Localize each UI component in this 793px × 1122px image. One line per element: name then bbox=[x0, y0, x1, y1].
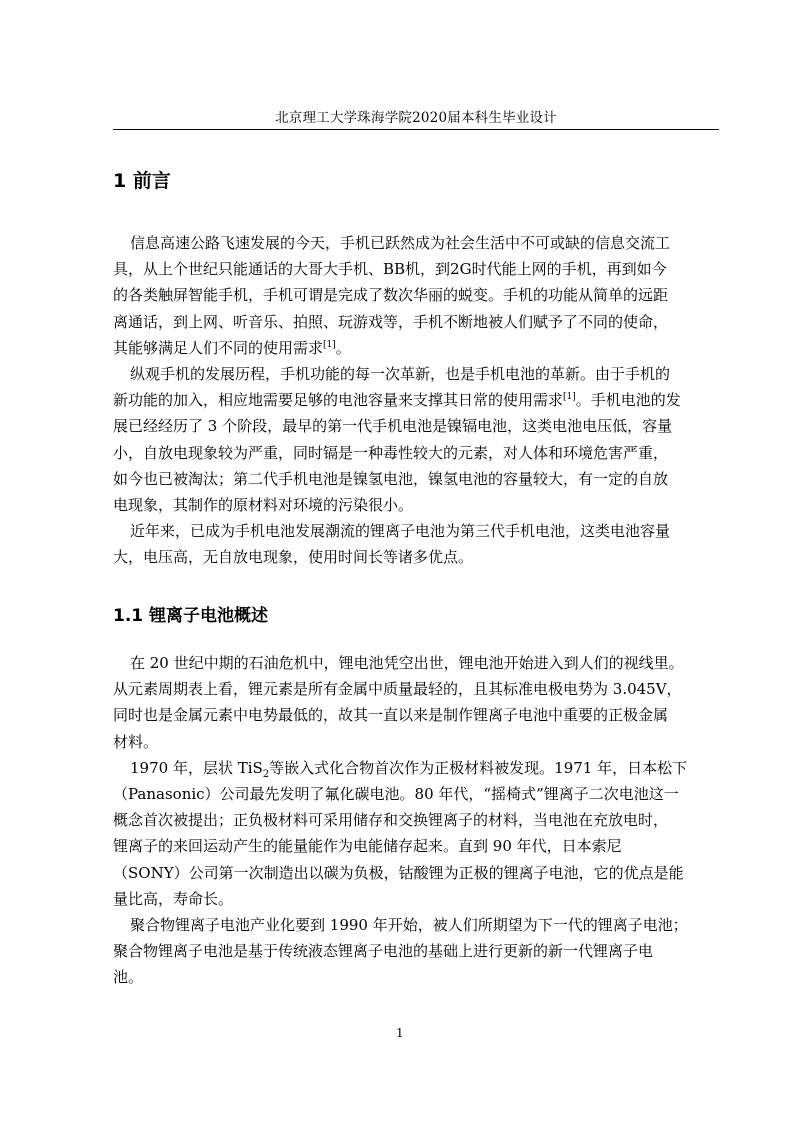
paragraph-line: 概念首次被提出；正负极材料可采用储存和交换锂离子的材料，当电池在充放电时， bbox=[113, 811, 669, 830]
citation-ref: [1] bbox=[323, 339, 336, 350]
text-run: 其能够满足人们不同的使用需求 bbox=[113, 338, 324, 357]
paragraph-line: 在 20 世纪中期的石油危机中，锂电池凭空出世，锂电池开始进入到人们的视线里。 bbox=[130, 654, 684, 672]
text-run: 。 bbox=[335, 338, 351, 357]
subscript: 2 bbox=[262, 768, 270, 780]
paragraph-line: 电现象，其制作的原材料对环境的污染很小。 bbox=[113, 496, 414, 515]
paragraph-line: 材料。 bbox=[113, 732, 159, 751]
paragraph-line: 信息高速公路飞速发展的今天，手机已跃然成为社会生活中不可或缺的信息交流工 bbox=[130, 234, 671, 252]
paragraph-line: 同时也是金属元素中电势最低的，故其一直以来是制作锂离子电池中重要的正极金属 bbox=[113, 706, 669, 725]
page-number: 1 bbox=[396, 1026, 404, 1040]
text-run: 。手机电池的发 bbox=[575, 391, 681, 410]
paragraph-line: 大，电压高，无自放电现象，使用时间长等诸多优点。 bbox=[113, 548, 474, 567]
paragraph-line: 聚合物锂离子电池产业化要到 1990 年开始，被人们所期望为下一代的锂离子电池； bbox=[130, 916, 688, 935]
paragraph-line bbox=[113, 335, 718, 361]
paragraph-line bbox=[113, 387, 718, 413]
text-run: 新功能的加入，相应地需要足够的电池容量来支撑其日常的使用需求 bbox=[113, 391, 564, 410]
page-header: 北京理工大学珠海学院2020届本科生毕业设计 bbox=[275, 110, 557, 126]
text-run: 等嵌入式化合物首次作为正极材料被发现。1971 年，日本松下 bbox=[269, 758, 688, 777]
section-1-1-body bbox=[113, 650, 718, 991]
section-1-body bbox=[113, 230, 718, 571]
text-run: 1970 年，层状 TiS bbox=[130, 758, 263, 777]
paragraph-line: 从元素周期表上看，锂元素是所有金属中质量最轻的，且其标准电极电势为 3.045V， bbox=[113, 680, 682, 699]
section-heading-1-1: 1.1 锂离子电池概述 bbox=[113, 606, 269, 626]
paragraph-line: （Panasonic）公司最先发明了氟化碳电池。80 年代，“摇椅式”锂离子二次电池这一 bbox=[113, 785, 679, 804]
paragraph-line: 近年来，已成为手机电池发展潮流的锂离子电池为第三代手机电池，这类电池容量 bbox=[130, 522, 671, 541]
paragraph-line: （SONY）公司第一次制造出以碳为负极，钴酸锂为正极的锂离子电池，它的优点是能 bbox=[113, 863, 684, 882]
paragraph-line: 如今也已被淘汰；第二代手机电池是镍氢电池，镍氢电池的容量较大，有一定的自放 bbox=[113, 469, 669, 488]
paragraph-line: 量比高，寿命长。 bbox=[113, 889, 234, 908]
header-rule bbox=[113, 129, 719, 130]
paragraph-line: 纵观手机的发展历程，手机功能的每一次革新，也是手机电池的革新。由于手机的 bbox=[130, 365, 671, 384]
paragraph-line: 锂离子的来回运动产生的能量能作为电能储存起来。直到 90 年代，日本索尼 bbox=[113, 837, 622, 856]
citation-ref: [1] bbox=[563, 392, 576, 403]
paragraph-line: 小，自放电现象较为严重，同时镉是一种毒性较大的元素，对人体和环境危害严重， bbox=[113, 443, 669, 462]
paragraph-line: 展已经经历了 3 个阶段，最早的第一代手机电池是镍镉电池，这类电池电压低，容量 bbox=[113, 417, 673, 436]
paragraph-line: 的各类触屏智能手机，手机可谓是完成了数次华丽的蜕变。手机的功能从简单的远距 bbox=[113, 286, 669, 305]
paragraph-line: 离通话，到上网、听音乐、拍照、玩游戏等，手机不断地被人们赋予了不同的使命， bbox=[113, 312, 669, 331]
paragraph-line: 具，从上个世纪只能通话的大哥大手机、BB机，到2G时代能上网的手机，再到如今 bbox=[113, 260, 667, 279]
section-heading-1: 1 前言 bbox=[113, 170, 171, 192]
paragraph-line: 聚合物锂离子电池是基于传统液态锂离子电池的基础上进行更新的新一代锂离子电 bbox=[113, 942, 654, 961]
paragraph-line bbox=[113, 755, 718, 781]
paragraph-line: 池。 bbox=[113, 968, 144, 987]
